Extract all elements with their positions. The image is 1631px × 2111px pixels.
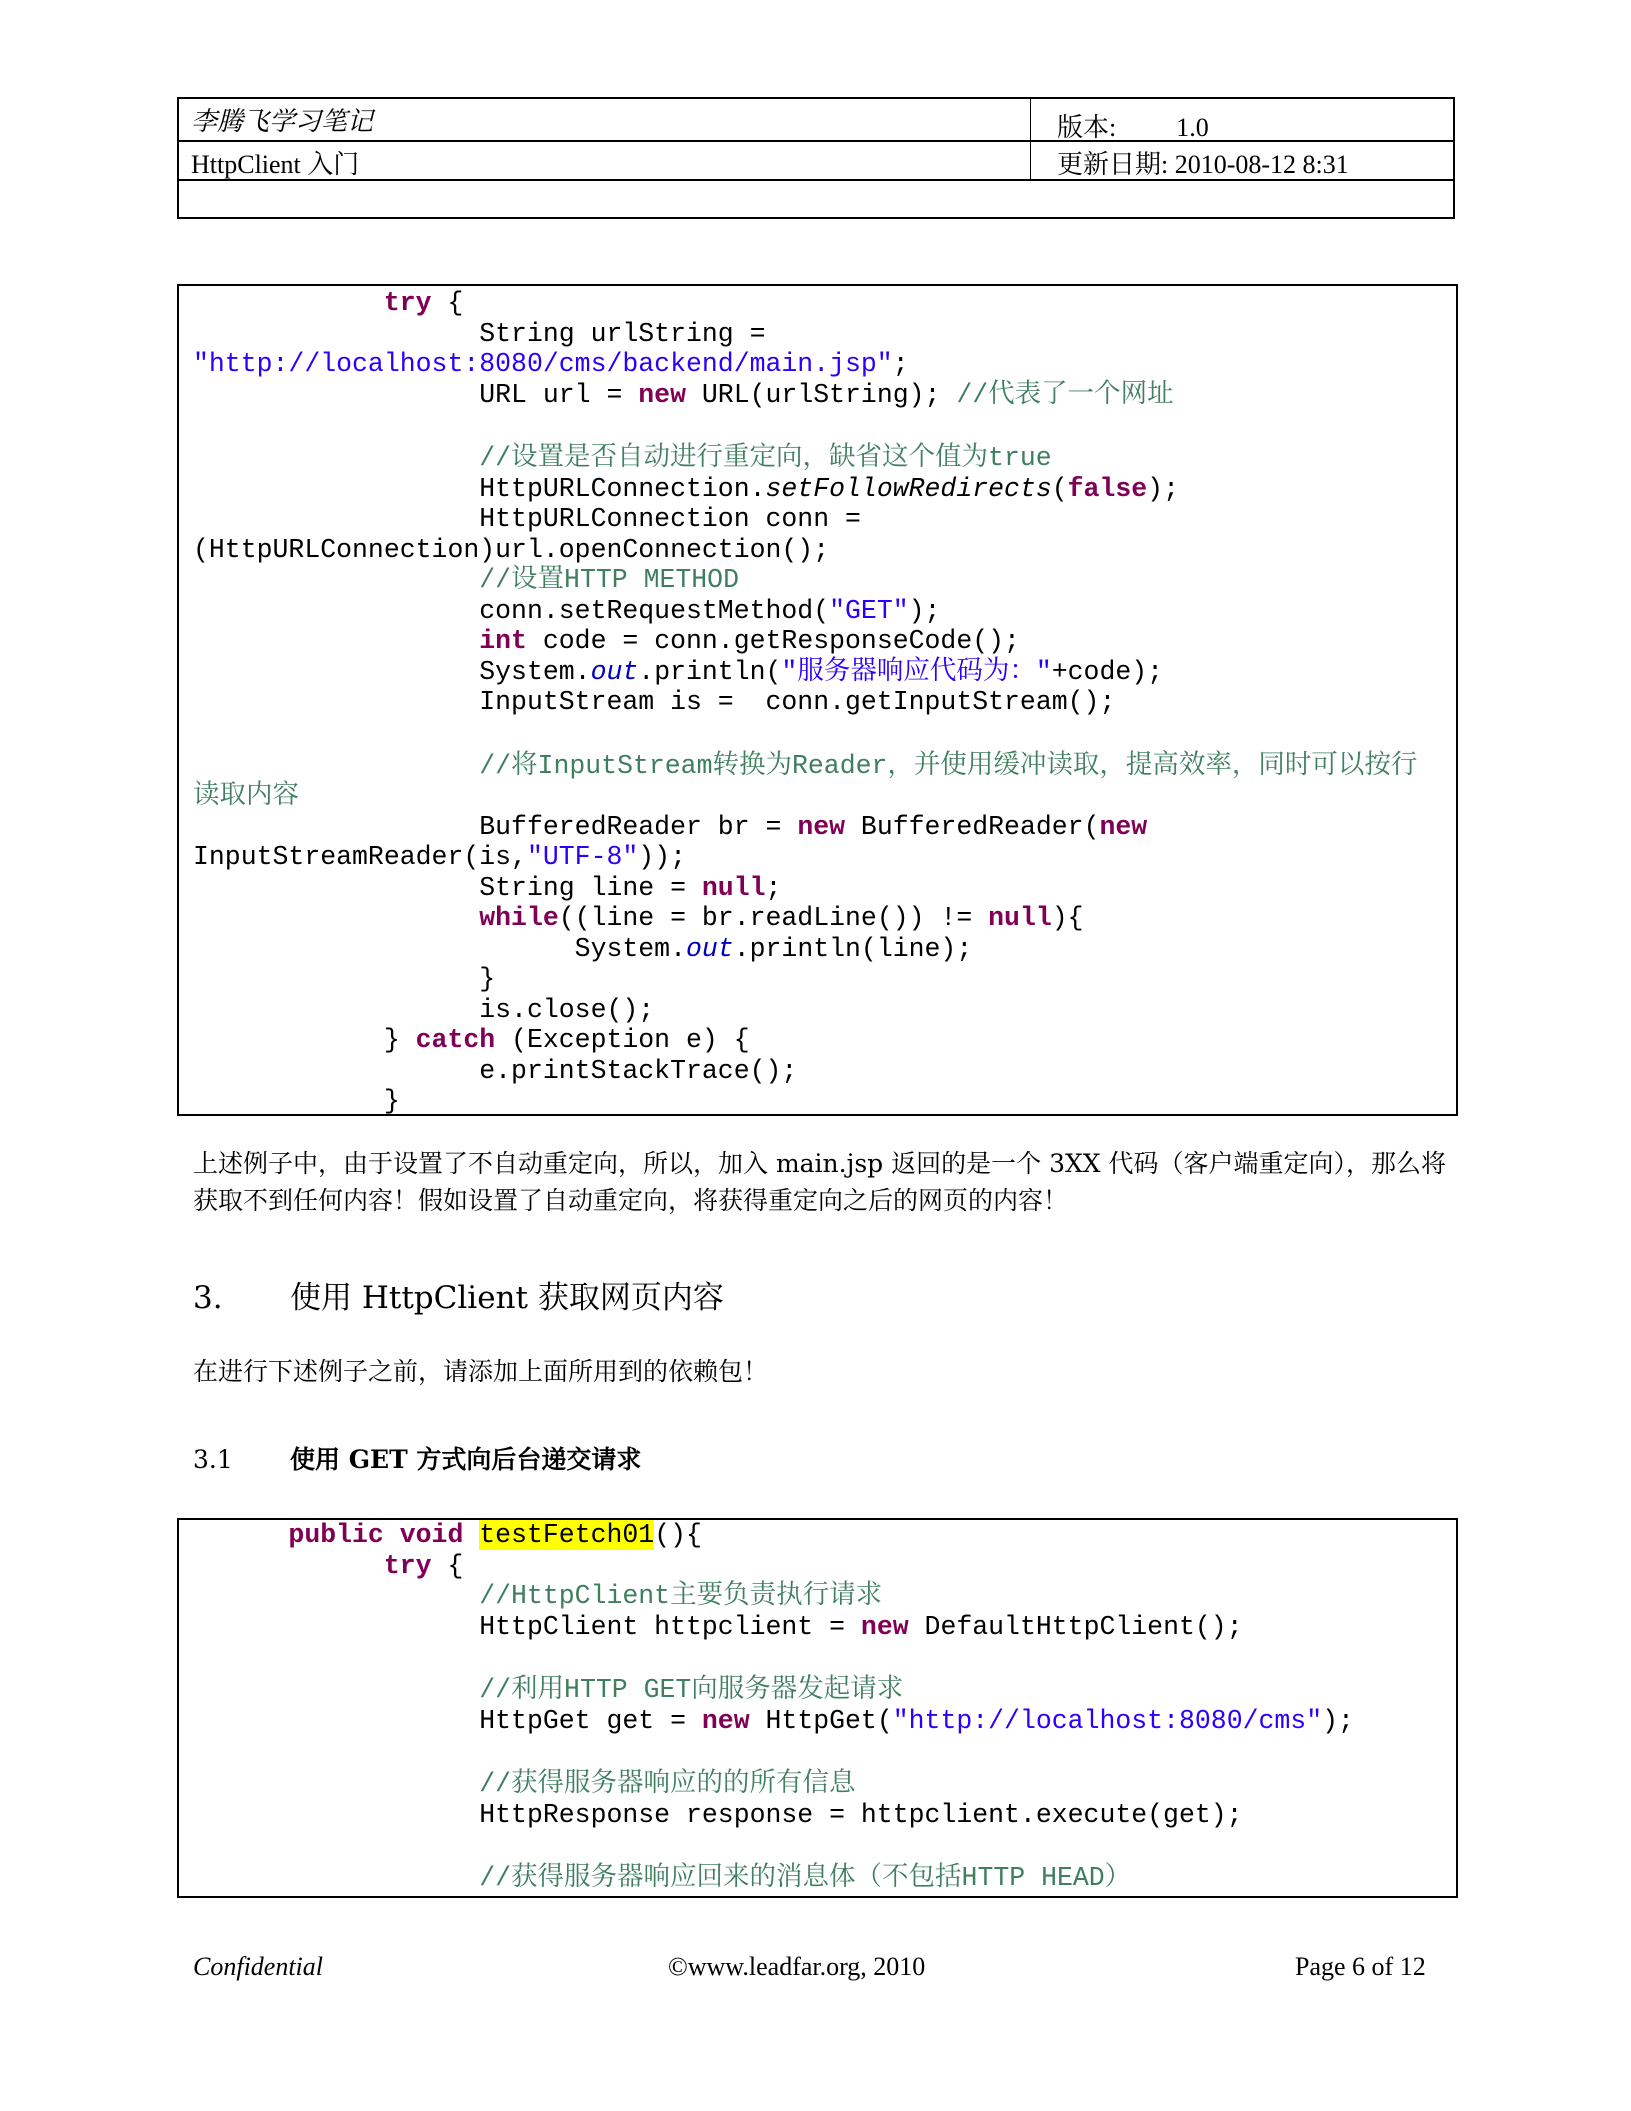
code-text xyxy=(193,565,479,595)
code-line xyxy=(193,1581,1456,1612)
code-text: InputStream is = conn.getInputStream(); xyxy=(193,687,1116,717)
paragraph-dependencies: 在进行下述例子之前，请添加上面所用到的依赖包！ xyxy=(193,1357,769,1386)
code-comment: //设置是否自动进行重定向，缺省这个值为true xyxy=(479,443,1052,473)
code-comment: //设置HTTP METHOD xyxy=(479,565,739,595)
code-line xyxy=(193,1551,1456,1582)
document-title: HttpClient 入门 xyxy=(179,142,1031,179)
code-string: "服务器响应代码为：" xyxy=(781,656,1052,687)
code-line xyxy=(193,1025,1456,1056)
code-text: ( xyxy=(1051,473,1068,504)
code-text xyxy=(193,1863,479,1893)
code-comment: 读取内容 xyxy=(193,781,299,811)
code-keyword: new xyxy=(797,811,846,842)
section-heading-3 xyxy=(193,1272,724,1317)
code-line xyxy=(193,565,1456,596)
version-label: 版本: xyxy=(1057,113,1117,142)
code-text: System. xyxy=(193,933,686,964)
code-text xyxy=(193,903,479,933)
code-line xyxy=(193,319,1456,350)
section-title: 使用 HttpClient 获取网页内容 xyxy=(290,1280,724,1316)
code-line xyxy=(193,410,1456,443)
code-text: } xyxy=(193,1086,400,1116)
code-keyword: new xyxy=(1099,811,1148,842)
updated-label: 更新日期: xyxy=(1057,150,1169,179)
code-text: ); xyxy=(1147,473,1179,504)
code-text: (){ xyxy=(654,1520,702,1550)
code-block-1 xyxy=(177,284,1458,1116)
code-line xyxy=(193,873,1456,904)
code-line xyxy=(193,1736,1456,1769)
code-comment: //获得服务器响应回来的消息体（不包括HTTP HEAD） xyxy=(479,1863,1132,1893)
code-text: +code); xyxy=(1051,656,1164,687)
document-header-table xyxy=(177,97,1455,219)
code-keyword: new xyxy=(638,379,686,410)
code-string: "http://localhost:8080/cms/backend/main.jsp" xyxy=(193,349,893,379)
section-title: 使用 GET 方式向后台递交请求 xyxy=(290,1445,642,1474)
code-text: code = conn.getResponseCode(); xyxy=(526,626,1020,656)
code-text: BufferedReader br = xyxy=(193,811,798,842)
code-text xyxy=(193,626,479,656)
code-line xyxy=(193,1642,1456,1675)
code-text: e.printStackTrace(); xyxy=(193,1055,798,1086)
code-static-field: out xyxy=(590,656,639,687)
code-text: .println(line); xyxy=(733,933,973,964)
code-line xyxy=(193,964,1456,995)
code-static-method: setFollowRedirects xyxy=(765,473,1052,504)
code-keyword: new xyxy=(701,1705,750,1736)
code-line xyxy=(193,1612,1456,1643)
code-keyword: null xyxy=(701,872,766,903)
code-text: URL(urlString); xyxy=(686,379,957,410)
code-text xyxy=(193,1581,479,1611)
code-line xyxy=(193,1520,1456,1551)
code-block-2 xyxy=(177,1518,1458,1898)
code-line xyxy=(193,1706,1456,1737)
code-text: HttpGet( xyxy=(749,1705,893,1736)
code-keyword: public xyxy=(288,1520,384,1550)
code-comment: //将InputStream转换为Reader，并使用缓冲读取，提高效率，同时可以按行 xyxy=(479,750,1418,781)
code-text: is.close(); xyxy=(193,994,655,1025)
code-line xyxy=(193,657,1456,688)
code-comment: //利用HTTP GET向服务器发起请求 xyxy=(479,1675,904,1705)
code-text xyxy=(193,443,479,473)
section-number: 3. xyxy=(193,1280,223,1316)
code-keyword: false xyxy=(1067,473,1148,504)
code-line xyxy=(193,1056,1456,1087)
code-keyword: new xyxy=(860,1611,909,1642)
code-line xyxy=(193,288,1456,319)
code-text: (Exception e) { xyxy=(495,1025,750,1055)
code-text: BufferedReader( xyxy=(845,811,1100,842)
code-text: .println( xyxy=(638,656,782,687)
code-comment: //代表了一个网址 xyxy=(956,379,1174,410)
code-line xyxy=(193,474,1456,505)
footer-copyright: ©www.leadfar.org, 2010 xyxy=(668,1952,926,1981)
code-text: ); xyxy=(1322,1705,1354,1736)
code-text xyxy=(463,1520,479,1550)
code-line xyxy=(193,504,1456,535)
code-text xyxy=(193,751,479,781)
code-text xyxy=(193,1520,288,1550)
code-text: HttpGet get = xyxy=(193,1705,702,1736)
code-keyword: null xyxy=(988,903,1052,933)
code-line xyxy=(193,443,1456,474)
code-keyword: int xyxy=(479,626,527,656)
code-keyword: catch xyxy=(415,1025,496,1055)
code-static-field: out xyxy=(685,933,734,964)
code-highlighted-name: testFetch01 xyxy=(479,1520,655,1550)
code-text xyxy=(193,1551,384,1581)
code-text: String line = xyxy=(193,872,702,903)
code-string: "UTF-8" xyxy=(526,842,639,872)
code-line xyxy=(193,781,1456,812)
code-line xyxy=(193,349,1456,380)
footer-confidential: Confidential xyxy=(193,1952,323,1981)
code-line xyxy=(193,842,1456,873)
code-line xyxy=(193,1086,1456,1116)
code-line xyxy=(193,1675,1456,1706)
paragraph-redirect-note: 上述例子中，由于设置了不自动重定向，所以，加入 main.jsp 返回的是一个 3XX 代码（客户端重定向），那么将获取不到任何内容！假如设置了自动重定向，将获得重定向之后的网页的内容！ xyxy=(193,1149,1447,1215)
code-text: System. xyxy=(193,656,591,687)
code-keyword: try xyxy=(383,1550,432,1581)
code-text xyxy=(193,288,384,318)
code-keyword: try xyxy=(383,288,432,318)
code-text: ; xyxy=(765,872,782,903)
code-line xyxy=(193,626,1456,657)
code-text: HttpResponse response = httpclient.execute(get); xyxy=(193,1799,1243,1830)
code-text: DefaultHttpClient(); xyxy=(908,1611,1243,1642)
code-text: String urlString = xyxy=(193,318,782,349)
code-keyword: void xyxy=(399,1520,464,1550)
empty-header-row xyxy=(179,181,1453,217)
code-text: { xyxy=(431,1550,464,1581)
code-line xyxy=(193,718,1456,751)
code-text: URL url = xyxy=(193,379,639,410)
code-line xyxy=(193,751,1456,782)
code-string: "GET" xyxy=(829,595,909,626)
code-line xyxy=(193,596,1456,627)
code-keyword: while xyxy=(479,903,559,933)
code-line xyxy=(193,1830,1456,1863)
code-text: HttpClient httpclient = xyxy=(193,1611,861,1642)
code-text: )); xyxy=(638,842,687,872)
code-text: (HttpURLConnection)url.openConnection(); xyxy=(193,534,830,565)
code-text: conn.setRequestMethod( xyxy=(193,595,830,626)
code-line xyxy=(193,1769,1456,1800)
code-text xyxy=(193,1675,479,1705)
code-line xyxy=(193,812,1456,843)
code-string: "http://localhost:8080/cms" xyxy=(892,1705,1323,1736)
code-line xyxy=(193,934,1456,965)
code-text: HttpURLConnection. xyxy=(193,473,766,504)
footer-page-number: Page 6 of 12 xyxy=(1295,1952,1426,1981)
code-line xyxy=(193,687,1456,718)
code-text: } xyxy=(193,1025,416,1055)
code-text: ); xyxy=(908,595,941,626)
code-text: ; xyxy=(892,349,909,379)
code-comment: //HttpClient主要负责执行请求 xyxy=(479,1581,883,1611)
notebook-title: 李腾飞学习笔记 xyxy=(179,99,1031,140)
code-text: InputStreamReader(is, xyxy=(193,842,527,872)
code-line xyxy=(193,380,1456,411)
code-line xyxy=(193,1863,1456,1894)
code-text: ((line = br.readLine()) != xyxy=(558,903,989,933)
code-text xyxy=(193,1769,479,1799)
code-comment: //获得服务器响应的的所有信息 xyxy=(479,1769,856,1799)
section-number: 3.1 xyxy=(193,1445,233,1474)
code-line xyxy=(193,903,1456,934)
code-text: { xyxy=(431,288,464,318)
code-text xyxy=(384,1520,400,1550)
code-line xyxy=(193,995,1456,1026)
code-line xyxy=(193,535,1456,566)
updated-value: 2010-08-12 8:31 xyxy=(1174,150,1349,179)
code-line xyxy=(193,1800,1456,1831)
version-value: 1.0 xyxy=(1176,113,1209,142)
section-heading-3-1 xyxy=(193,1440,641,1476)
code-text: ){ xyxy=(1051,903,1084,933)
code-text: } xyxy=(193,964,496,994)
code-text: HttpURLConnection conn = xyxy=(193,504,877,534)
